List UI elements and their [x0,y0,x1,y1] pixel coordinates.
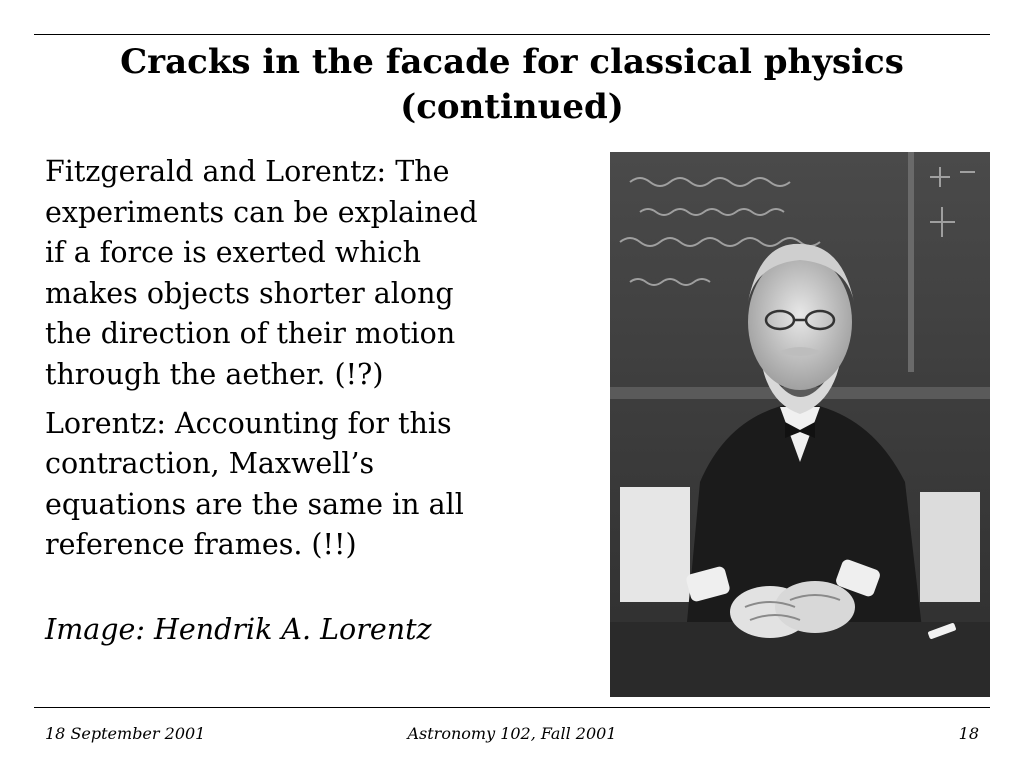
paragraph-line: if a force is exerted which [45,236,422,270]
paragraph-lorentz-maxwell [45,404,605,566]
footer-course: Astronomy 102, Fall 2001 [407,724,617,743]
image-caption: Image: Hendrik A. Lorentz [45,613,432,646]
paragraph-line: reference frames. (!!) [45,528,357,562]
footer-date: 18 September 2001 [45,724,206,743]
slide-title [34,40,990,130]
lorentz-portrait-photo [610,152,990,697]
top-rule [34,34,990,35]
paragraph-line: experiments can be explained [45,195,478,229]
paragraph-line: Fitzgerald and Lorentz: The [45,155,450,188]
paragraph-line: contraction, Maxwell’s [45,447,375,481]
bottom-rule [34,707,990,708]
footer-page-number: 18 [958,724,979,743]
title-line-1: Cracks in the facade for classical physics [120,42,904,82]
title-line-2: (continued) [400,87,624,127]
paragraph-fitzgerald-lorentz [45,152,605,396]
paragraph-line: Lorentz: Accounting for this [45,406,452,440]
paragraph-line: the direction of their motion [45,317,456,351]
portrait-illustration [610,152,990,697]
paragraph-line: through the aether. (!?) [45,357,384,391]
slide-body [45,152,605,574]
paragraph-line: makes objects shorter along [45,276,454,310]
paragraph-line: equations are the same in all [45,487,464,521]
